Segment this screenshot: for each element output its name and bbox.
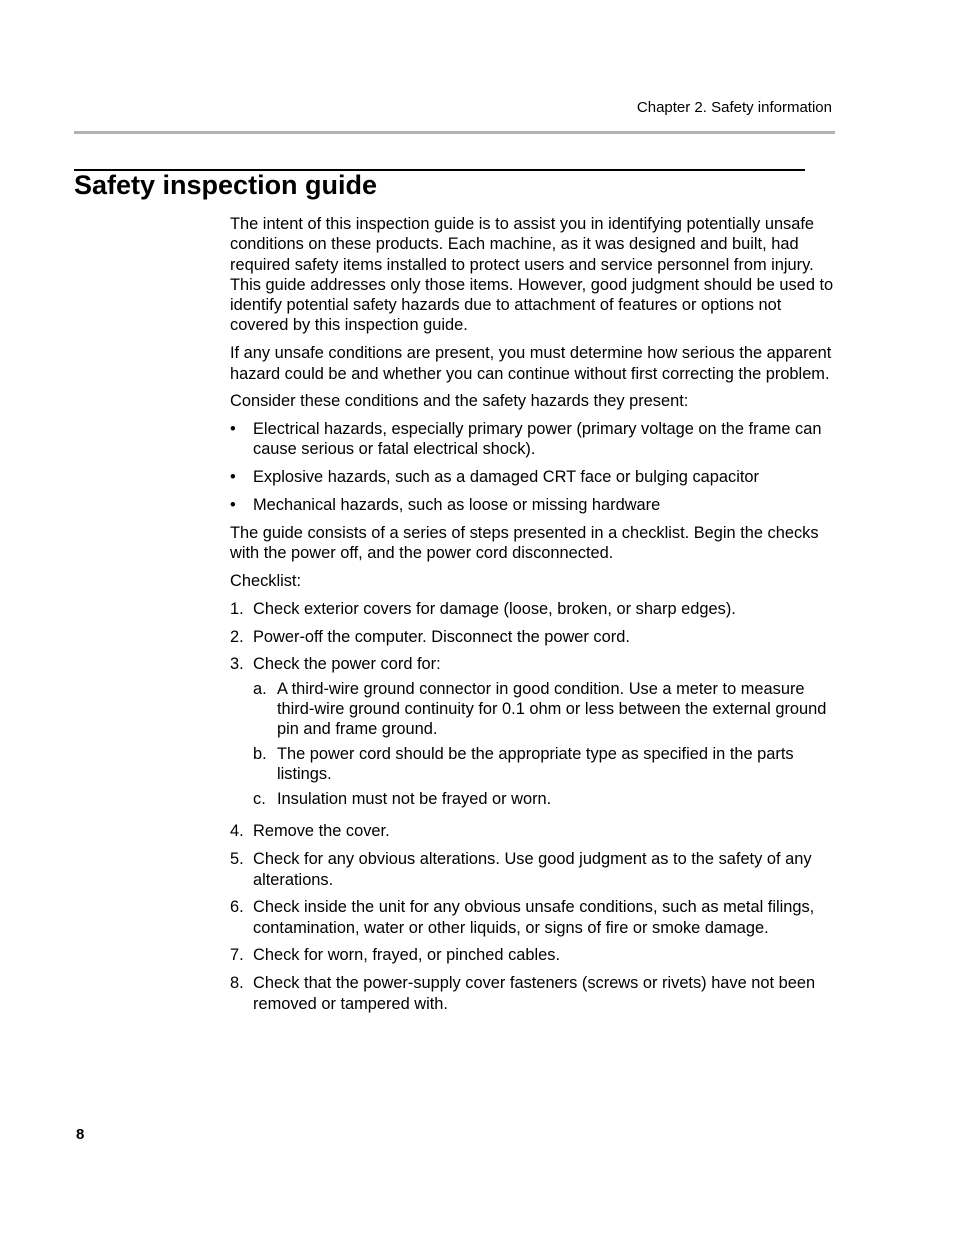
step-text: Power-off the computer. Disconnect the power cord. [253,627,630,646]
substep-item [253,679,834,740]
bullet-item [230,495,834,515]
bullet-text: Electrical hazards, especially primary power (primary voltage on the frame can cause serious or fatal electrical shock). [253,420,822,459]
bullet-item [230,419,834,460]
step-text: Remove the cover. [253,822,390,841]
bullet-marker: • [230,468,236,487]
step-number: 2. [230,627,244,646]
checklist-step [230,945,834,965]
bullet-marker: • [230,420,236,439]
page-number: 8 [76,1126,85,1143]
substep-text: The power cord should be the appropriate type as specified in the parts listings. [277,745,794,784]
substep-letter: a. [253,679,267,698]
header-rule [74,131,835,134]
checklist-step [230,849,834,890]
bullet-marker: • [230,496,236,515]
step-text: Check for worn, frayed, or pinched cables. [253,946,561,965]
step-text: Check that the power-supply cover fasteners (screws or rivets) have not been removed or tampered with. [253,974,816,1013]
substep-letter: c. [253,790,266,809]
step-number: 3. [230,655,244,674]
intro-paragraph: The intent of this inspection guide is to assist you in identifying potentially unsafe conditions on these products. Each machine, as it was designed and built, had required safety items installed to protect users and service personnel from injury. This guide addresses only those items. However, good judgment should be used to identify potential safety hazards due to attachment of features or options not covered by this inspection guide. [230,215,834,335]
hazards-intro-paragraph: Consider these conditions and the safety hazards they present: [230,392,689,411]
substep-text: Insulation must not be frayed or worn. [277,790,552,809]
checklist-step [230,599,834,619]
checklist-step [230,973,834,1014]
step-text: Check inside the unit for any obvious unsafe conditions, such as metal filings, contamination, water or other liquids, or signs of fire or smoke damage. [253,898,815,937]
substep-item [253,744,834,785]
step-number: 8. [230,974,244,993]
bullet-text: Explosive hazards, such as a damaged CRT face or bulging capacitor [253,468,759,487]
step-number: 1. [230,599,244,618]
step-text: Check exterior covers for damage (loose, broken, or sharp edges). [253,599,736,618]
step-text: Check the power cord for: [253,655,441,674]
step-number: 4. [230,822,244,841]
substep-list [253,679,834,810]
step-number: 6. [230,898,244,917]
substep-text: A third-wire ground connector in good condition. Use a meter to measure third-wire ground continuity for 0.1 ohm or less between the external ground pin and frame ground. [277,679,827,739]
hazard-bullet-list [230,419,834,515]
step-number: 5. [230,850,244,869]
checklist-intro-paragraph: The guide consists of a series of steps presented in a checklist. Begin the checks with the power off, and the power cord disconnected. [230,523,819,563]
unsafe-conditions-paragraph: If any unsafe conditions are present, you must determine how serious the apparent hazard could be and whether you can continue without first correcting the problem. [230,344,832,383]
checklist-step [230,897,834,938]
step-number: 7. [230,946,244,965]
checklist-label: Checklist: [230,571,302,590]
body-content [230,214,834,1021]
checklist [230,599,834,1014]
substep-letter: b. [253,745,267,764]
step-text: Check for any obvious alterations. Use good judgment as to the safety of any alterations. [253,850,812,889]
checklist-step [230,821,834,841]
checklist-step [230,654,834,814]
substep-item [253,789,834,809]
step-body [253,654,834,814]
checklist-step [230,627,834,647]
running-header: Chapter 2. Safety information [636,99,832,116]
page-title: Safety inspection guide [74,170,378,200]
bullet-item [230,467,834,487]
bullet-text: Mechanical hazards, such as loose or missing hardware [253,496,661,515]
